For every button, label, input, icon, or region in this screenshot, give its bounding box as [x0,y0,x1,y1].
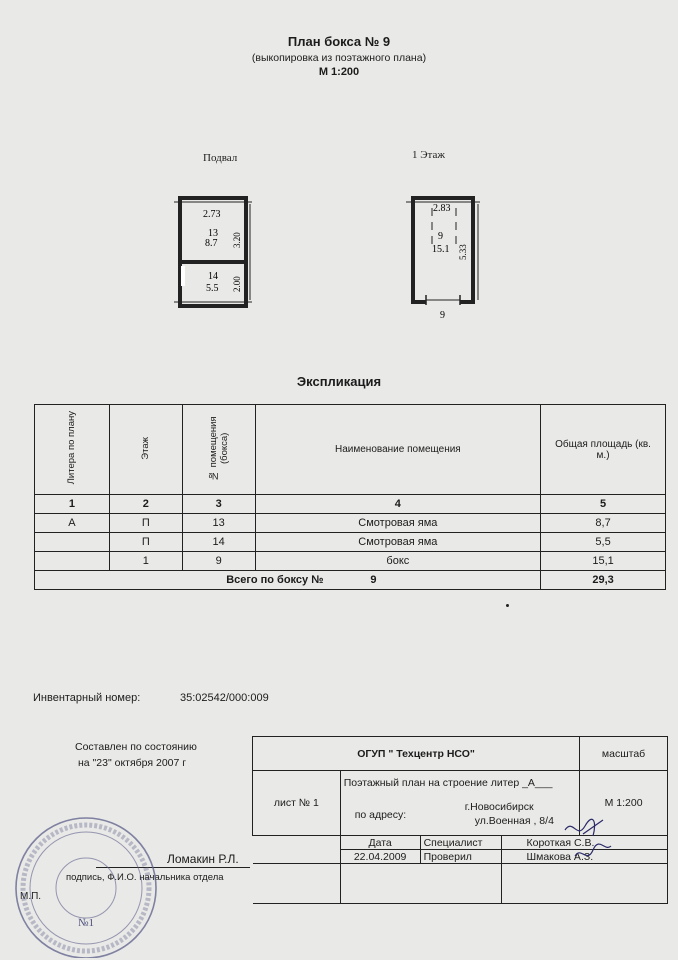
cell-room-name: бокс [255,552,540,571]
total-label: Всего по боксу № [226,574,324,586]
scale-label: масштаб [580,737,668,771]
header-litera: Литера по плану [35,405,110,495]
cell-litera [35,552,110,571]
footer-row-org [253,737,668,771]
inventory-label: Инвентарный номер: [33,692,141,704]
cell-floor: 1 [109,552,182,571]
cell-room-number: 13 [182,514,255,533]
stamp-mp: М.П. [20,891,42,902]
checked-label: Проверил [420,850,502,864]
room-9-num: 9 [438,231,443,242]
explication-title: Экспликация [296,374,382,389]
room-9-area: 15.1 [432,244,450,255]
explication-table [34,404,666,590]
cell-area: 15,1 [541,552,666,571]
cell-floor: П [109,533,182,552]
floor1-label: 1 Этаж [412,149,445,161]
org-name: ОГУП " Техцентр НСО" [253,737,580,771]
basement-label: Подвал [203,152,238,164]
scale-value: М 1:200 [580,771,668,836]
basement-top-dim: 2.73 [203,209,221,220]
cell-litera: А [35,514,110,533]
total-box-number: 9 [370,574,377,586]
footer-empty [420,864,502,904]
compiled-line-2: на "23" октября 2007 г [78,757,187,769]
plan-description-cell [340,771,579,836]
cell-room-name: Смотровая яма [255,514,540,533]
total-empty [109,571,182,590]
room-14-num: 14 [208,271,218,282]
inventory-value: 35:02542/000:009 [180,692,269,704]
floor1-top-dim: 2.83 [433,203,451,214]
date-value: 22.04.2009 [340,850,420,864]
checked-name: Шмакова А.З. [502,850,668,864]
col-number: 1 [35,495,110,514]
total-label-cell [182,571,540,590]
room-14-height: 2.00 [232,276,242,292]
total-area: 29,3 [541,571,666,590]
address-street: ул.Военная , 8/4 [474,815,554,827]
footer-empty [340,864,420,904]
signatory-name: Ломакин Р.Л. [167,852,239,866]
specialist-name: Короткая С.В. [502,836,668,850]
dot-mark [506,604,509,607]
round-stamp-seal [6,808,166,958]
footer-empty [253,850,341,864]
signature-marks [545,812,675,872]
column-number-row [35,495,666,514]
header-room-name: Наименование помещения [255,405,540,495]
total-empty [35,571,110,590]
cell-floor: П [109,514,182,533]
footer-empty [253,836,341,850]
cell-litera [35,533,110,552]
signatory-caption: подпись, Ф.И.О. начальника отдела [66,872,224,883]
explication-header-row [35,405,666,495]
cell-room-number: 9 [182,552,255,571]
plan-title: План бокса № 9 [287,34,391,49]
room-14-area: 5.5 [206,283,219,294]
address-city: г.Новосибирск [464,801,534,813]
table-row [35,514,666,533]
room-13-area: 8.7 [205,238,218,249]
room-9-height: 5.33 [458,244,468,260]
header-floor: Этаж [109,405,182,495]
sheet-number: лист № 1 [253,771,341,836]
room-13-height: 3.20 [232,232,242,248]
address-label: по адресу: [354,809,407,821]
room-13-num: 13 [208,228,218,239]
total-row [35,571,666,590]
table-row [35,552,666,571]
floor1-bottom-label: 9 [440,310,445,320]
col-number: 3 [182,495,255,514]
cell-area: 5,5 [541,533,666,552]
plan-subtitle: (выкопировка из поэтажного плана) [251,52,427,64]
basement-plan-drawing [170,190,270,316]
cell-room-number: 14 [182,533,255,552]
cell-room-name: Смотровая яма [255,533,540,552]
specialist-label: Специалист [420,836,502,850]
date-label: Дата [340,836,420,850]
col-number: 2 [109,495,182,514]
stamp-center-text: №1 [78,917,94,929]
floor1-plan-drawing [400,190,490,320]
header-room-number: № помещения (бокса) [182,405,255,495]
cell-area: 8,7 [541,514,666,533]
footer-empty [253,864,341,904]
header-area: Общая площадь (кв. м.) [541,405,666,495]
compiled-line-1: Составлен по состоянию [75,741,197,753]
table-row [35,533,666,552]
plan-scale: М 1:200 [318,66,360,78]
col-number: 4 [255,495,540,514]
plan-description: Поэтажный план на строение литер _А___ [343,777,553,789]
col-number: 5 [541,495,666,514]
